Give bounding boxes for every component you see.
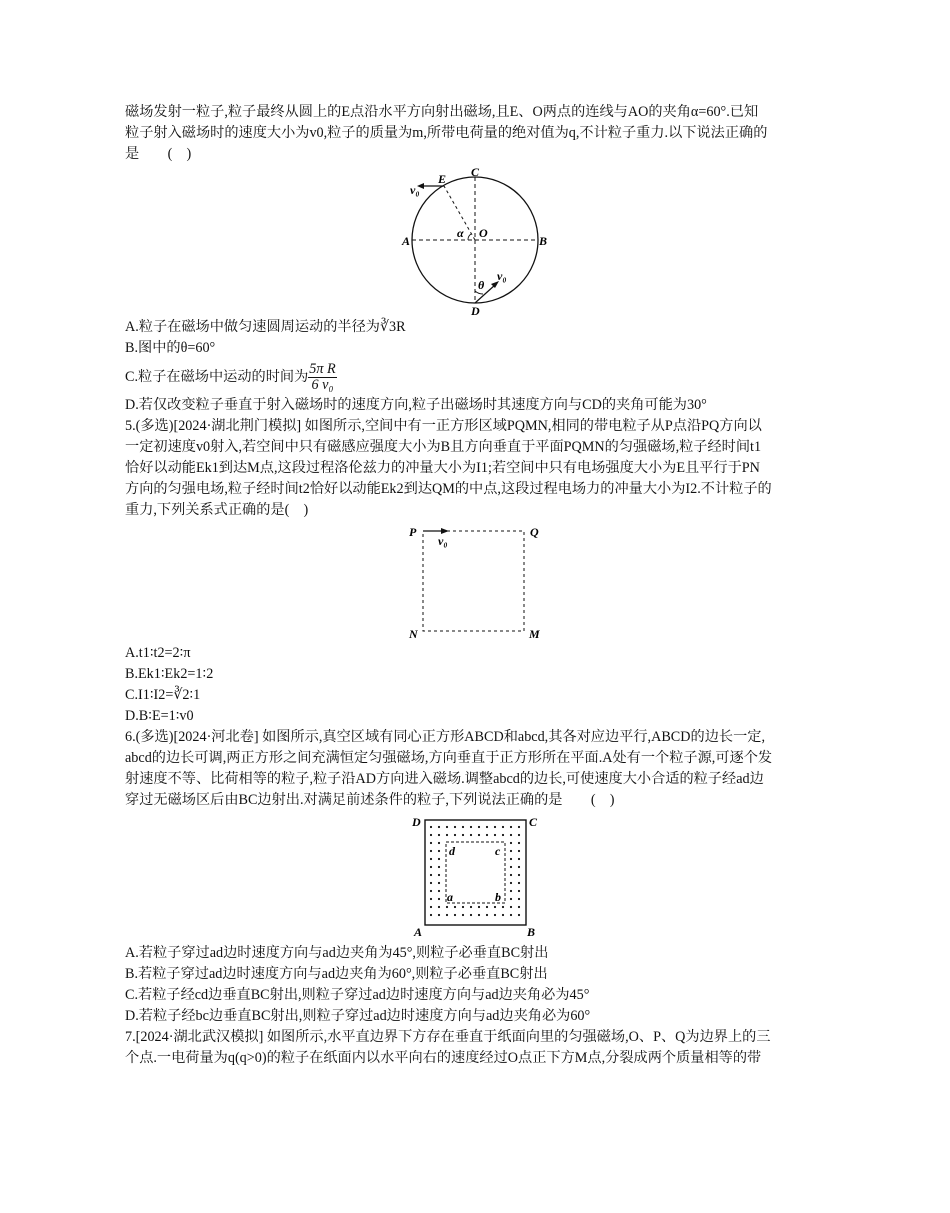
field-dot xyxy=(486,906,488,908)
label-D: D xyxy=(412,815,421,829)
field-dot xyxy=(478,826,480,828)
field-dot xyxy=(486,914,488,916)
field-dot xyxy=(510,898,512,900)
field-dot xyxy=(438,882,440,884)
field-dot xyxy=(446,826,448,828)
label-v0-bottom: v₀ xyxy=(497,269,507,283)
label-O: O xyxy=(479,226,488,240)
field-dot xyxy=(438,850,440,852)
label-A: A xyxy=(402,234,411,248)
field-dot xyxy=(430,898,432,900)
field-dot xyxy=(510,890,512,892)
q6-option-a: A.若粒子穿过ad边时速度方向与ad边夹角为45°,则粒子必垂直BC射出 xyxy=(125,945,549,961)
field-dot xyxy=(430,890,432,892)
field-dot xyxy=(510,914,512,916)
field-dot xyxy=(494,826,496,828)
field-dot xyxy=(510,834,512,836)
field-dot xyxy=(470,826,472,828)
field-dot xyxy=(430,858,432,860)
square-diagram xyxy=(125,523,825,641)
q5-option-c: C.I1∶I2=∛2∶1 xyxy=(125,687,201,703)
field-dot xyxy=(518,842,520,844)
field-dot xyxy=(494,914,496,916)
q4-stem-line-1: 磁场发射一粒子,粒子最终从圆上的E点沿水平方向射出磁场,且E、O两点的连线与AO的夹角α=60°.已知 xyxy=(125,104,759,120)
field-dot xyxy=(430,834,432,836)
field-dot xyxy=(430,914,432,916)
q5-stem-line-2: 一定初速度v0射入,若空间中只有磁感应强度大小为B且方向垂直于平面PQMN的匀强磁场,粒子经时间t1 xyxy=(125,439,762,455)
field-dot xyxy=(518,834,520,836)
field-dot xyxy=(446,914,448,916)
field-dot xyxy=(502,914,504,916)
field-dot xyxy=(430,850,432,852)
label-M: M xyxy=(529,627,540,641)
field-dot xyxy=(486,834,488,836)
field-dot xyxy=(510,882,512,884)
label-C: C xyxy=(529,815,538,829)
field-dot xyxy=(430,866,432,868)
field-dot xyxy=(470,914,472,916)
q5-square-figure xyxy=(125,523,825,641)
q4-circle-figure xyxy=(125,167,825,315)
label-B: B xyxy=(527,925,536,939)
q7-stem-line-1: 7.[2024·湖北武汉模拟] 如图所示,水平直边界下方存在垂直于纸面向里的匀强磁场,O、P、Q为边界上的三 xyxy=(125,1029,771,1045)
field-dot xyxy=(438,826,440,828)
fraction-denominator: 6 v₀ xyxy=(311,377,334,394)
q4-stem-line-2: 粒子射入磁场时的速度大小为v0,粒子的质量为m,所带电荷量的绝对值为q,不计粒子重力.以下说法正确的 xyxy=(125,125,768,141)
field-dot xyxy=(518,882,520,884)
field-dot xyxy=(502,826,504,828)
field-dot xyxy=(510,866,512,868)
label-a: a xyxy=(447,890,453,904)
q4-option-c-fraction xyxy=(308,362,336,393)
field-dot xyxy=(470,906,472,908)
q6-option-d: D.若粒子经bc边垂直BC射出,则粒子穿过ad边时速度方向与ad边夹角必为60° xyxy=(125,1008,591,1024)
label-A: A xyxy=(414,925,423,939)
concentric-squares-diagram xyxy=(125,813,825,941)
field-dot xyxy=(510,826,512,828)
label-b: b xyxy=(495,890,501,904)
field-dot xyxy=(486,826,488,828)
field-dot xyxy=(430,842,432,844)
field-dot xyxy=(430,882,432,884)
q5-stem-line-4: 方向的匀强电场,粒子经时间t2恰好以动能Ek2到达QM的中点,这段过程电场力的冲量大小为I2.不计粒子的 xyxy=(125,481,772,497)
q5-stem-line-5: 重力,下列关系式正确的是( ) xyxy=(125,502,309,518)
label-v0: v₀ xyxy=(410,183,420,197)
field-dot xyxy=(518,914,520,916)
field-dot xyxy=(438,874,440,876)
label-alpha: α xyxy=(457,226,464,240)
field-dot xyxy=(438,842,440,844)
field-dot xyxy=(454,906,456,908)
label-c: c xyxy=(495,844,501,858)
q5-option-a: A.t1∶t2=2∶π xyxy=(125,645,191,661)
circle-diagram xyxy=(125,167,825,315)
q6-option-b: B.若粒子穿过ad边时速度方向与ad边夹角为60°,则粒子必垂直BC射出 xyxy=(125,966,548,982)
field-dot xyxy=(454,826,456,828)
field-dot xyxy=(438,834,440,836)
q5-option-d: D.B∶E=1∶v0 xyxy=(125,708,194,724)
field-dot xyxy=(430,906,432,908)
q6-concentric-squares-figure xyxy=(125,813,825,941)
field-dot xyxy=(518,874,520,876)
field-dot xyxy=(430,826,432,828)
label-B: B xyxy=(539,234,548,248)
field-dot xyxy=(446,834,448,836)
field-dot xyxy=(470,834,472,836)
label-E: E xyxy=(438,172,447,186)
field-dot xyxy=(478,914,480,916)
field-dot xyxy=(446,906,448,908)
field-dot xyxy=(518,890,520,892)
field-dot xyxy=(438,906,440,908)
field-dot xyxy=(462,826,464,828)
q4-option-b: B.图中的θ=60° xyxy=(125,340,216,356)
field-dot xyxy=(502,906,504,908)
q5-option-b: B.Ek1∶Ek2=1∶2 xyxy=(125,666,214,682)
field-dot xyxy=(510,858,512,860)
q6-stem-line-2: abcd的边长可调,两正方形之间充满恒定匀强磁场,方向垂直于正方形所在平面.A处有一个粒子源,可逐个发 xyxy=(125,750,773,766)
field-dot xyxy=(518,826,520,828)
field-dot xyxy=(454,834,456,836)
field-dot xyxy=(494,906,496,908)
label-d: d xyxy=(449,844,455,858)
field-dot xyxy=(438,898,440,900)
field-dot xyxy=(478,834,480,836)
field-dot xyxy=(510,842,512,844)
field-dot xyxy=(438,858,440,860)
q4-stem-line-3: 是 ( ) xyxy=(125,146,192,162)
field-dot xyxy=(438,914,440,916)
field-dot xyxy=(462,914,464,916)
q6-stem-line-3: 射速度不等、比荷相等的粒子,粒子沿AD方向进入磁场.调整abcd的边长,可使速度大小合适的粒子经ad边 xyxy=(125,771,764,787)
label-D: D xyxy=(471,304,480,315)
field-dot xyxy=(502,834,504,836)
field-dot xyxy=(438,890,440,892)
q6-stem-line-4: 穿过无磁场区后由BC边射出.对满足前述条件的粒子,下列说法正确的是 ( ) xyxy=(125,792,615,808)
document-page xyxy=(125,102,825,1069)
field-dot xyxy=(518,866,520,868)
q6-stem-line-1: 6.(多选)[2024·河北卷] 如图所示,真空区域有同心正方形ABCD和abcd,其各对应边平行,ABCD的边长一定, xyxy=(125,729,765,745)
field-dot xyxy=(518,898,520,900)
field-dot xyxy=(518,858,520,860)
field-dot xyxy=(518,906,520,908)
field-dot xyxy=(518,850,520,852)
field-dot xyxy=(494,834,496,836)
label-C: C xyxy=(471,167,480,179)
field-dot xyxy=(454,914,456,916)
label-N: N xyxy=(409,627,418,641)
field-dot xyxy=(462,906,464,908)
field-dot xyxy=(430,874,432,876)
label-v0: v₀ xyxy=(438,534,448,548)
q4-option-d: D.若仅改变粒子垂直于射入磁场时的速度方向,粒子出磁场时其速度方向与CD的夹角可能为30° xyxy=(125,397,707,413)
q4-option-c xyxy=(125,359,825,395)
label-Q: Q xyxy=(530,525,539,539)
field-dot xyxy=(478,906,480,908)
field-dot xyxy=(510,850,512,852)
q5-stem-line-3: 恰好以动能Ek1到达M点,这段过程洛伦兹力的冲量大小为I1;若空间中只有电场强度大小为E且平行于PN xyxy=(125,460,760,476)
field-dot xyxy=(510,874,512,876)
q4-option-c-prefix: C.粒子在磁场中运动的时间为 xyxy=(125,369,309,385)
label-P: P xyxy=(409,525,417,539)
q5-stem-line-1: 5.(多选)[2024·湖北荆门模拟] 如图所示,空间中有一正方形区域PQMN,相同的带电粒子从P点沿PQ方向以 xyxy=(125,418,762,434)
field-dot xyxy=(462,834,464,836)
label-theta: θ xyxy=(478,278,485,292)
q7-stem-line-2: 个点.一电荷量为q(q>0)的粒子在纸面内以水平向右的速度经过O点正下方M点,分裂成两个质量相等的带 xyxy=(125,1050,762,1066)
field-dot xyxy=(438,866,440,868)
q6-option-c: C.若粒子经cd边垂直BC射出,则粒子穿过ad边时速度方向与ad边夹角必为45° xyxy=(125,987,590,1003)
field-dot xyxy=(510,906,512,908)
q4-option-a: A.粒子在磁场中做匀速圆周运动的半径为∛3R xyxy=(125,319,406,335)
fraction-numerator: 5π R xyxy=(309,361,336,378)
